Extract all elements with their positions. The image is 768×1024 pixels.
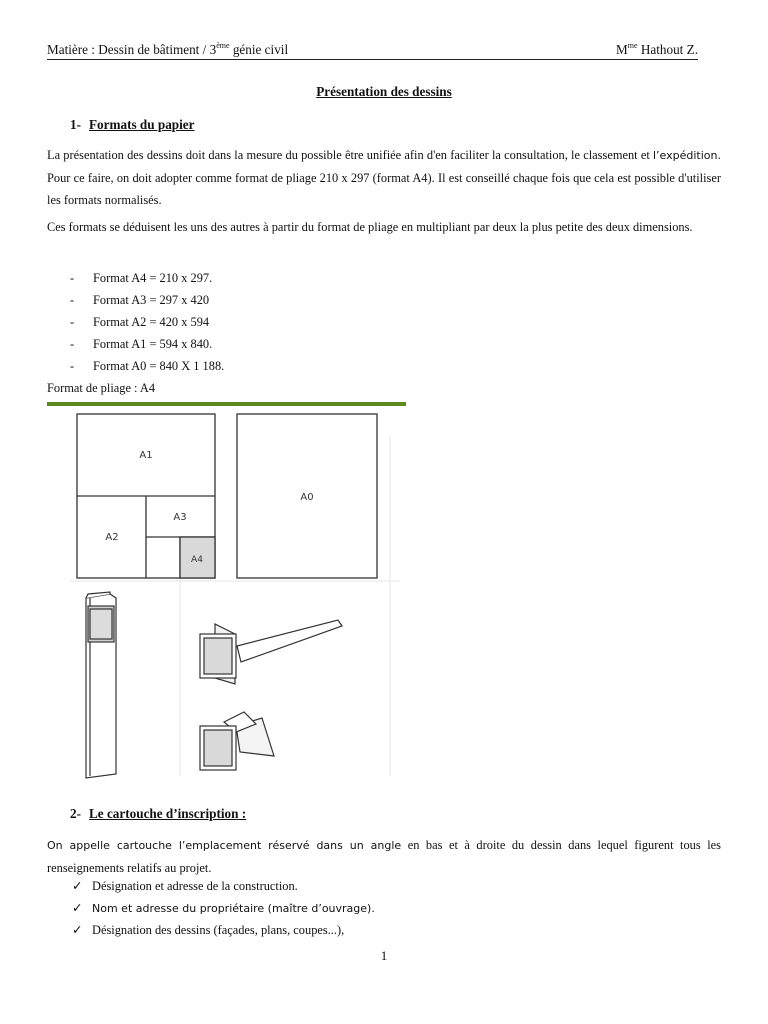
folded-strip-diagram <box>86 592 116 778</box>
unfolding-sheet-diagram <box>200 620 342 684</box>
header-rule <box>47 59 698 60</box>
checkmark-icon: ✓ <box>72 923 83 937</box>
list-item: - Format A3 = 297 x 420 <box>70 293 210 307</box>
page-number: 1 <box>380 948 388 963</box>
section-heading-formats: 1- Formats du papier <box>70 117 195 132</box>
paper-formats-figure <box>60 406 410 786</box>
label-a1: A1 <box>139 450 153 461</box>
list-item: ✓ Désignation et adresse de la construction. <box>72 879 298 893</box>
list-item: - Format A0 = 840 X 1 188. <box>70 359 225 373</box>
paragraph-cartouche: On appelle cartouche l’emplacement réservé dans un angle en bas et à droite du dessin dans lequel figurent tous les renseignements relatifs au projet. <box>47 838 721 875</box>
checkmark-icon: ✓ <box>72 901 83 915</box>
list-item: ✓ Désignation des dessins (façades, plans, coupes...), <box>72 923 345 937</box>
section-heading-cartouche: 2- Le cartouche d’inscription : <box>70 806 247 821</box>
header-author: $M^{me}$ Hathout Z. <box>616 41 698 57</box>
list-item: - Format A1 = 594 x 840. <box>70 337 213 351</box>
label-a3: A3 <box>173 512 187 523</box>
list-item: - Format A2 = 420 x 594 <box>70 315 210 329</box>
list-item: ✓ Nom et adresse du propriétaire (maître d’ouvrage). <box>72 901 375 915</box>
opening-sheet-diagram <box>200 712 274 770</box>
header-course: Matière : Dessin de bâtiment / 3ème génie civil <box>47 41 289 57</box>
paragraph-formats-intro: La présentation des dessins doit dans la mesure du possible être unifiée afin d'en faciliter la consultation, le classement et l’expédition. Pour ce faire, on doit adopter comme format de pliage 210 x 297 (format A4). Il est conseillé chaque fois que cela est possible d'utiliser les formats normalisés. <box>47 148 721 207</box>
label-a2: A2 <box>105 532 119 543</box>
list-item: - Format A4 = 210 x 297. <box>70 271 213 285</box>
label-a0: A0 <box>300 492 314 503</box>
label-a4: A4 <box>191 555 203 565</box>
page-title: Présentation des dessins <box>316 84 452 99</box>
pliage-note: Format de pliage : A4 <box>47 381 156 395</box>
format-subdivision-diagram <box>77 414 215 578</box>
checkmark-icon: ✓ <box>72 879 83 893</box>
paragraph-formats-derivation: Ces formats se déduisent les uns des autres à partir du format de pliage en multipliant par deux la plus petite des deux dimensions. <box>47 220 693 234</box>
